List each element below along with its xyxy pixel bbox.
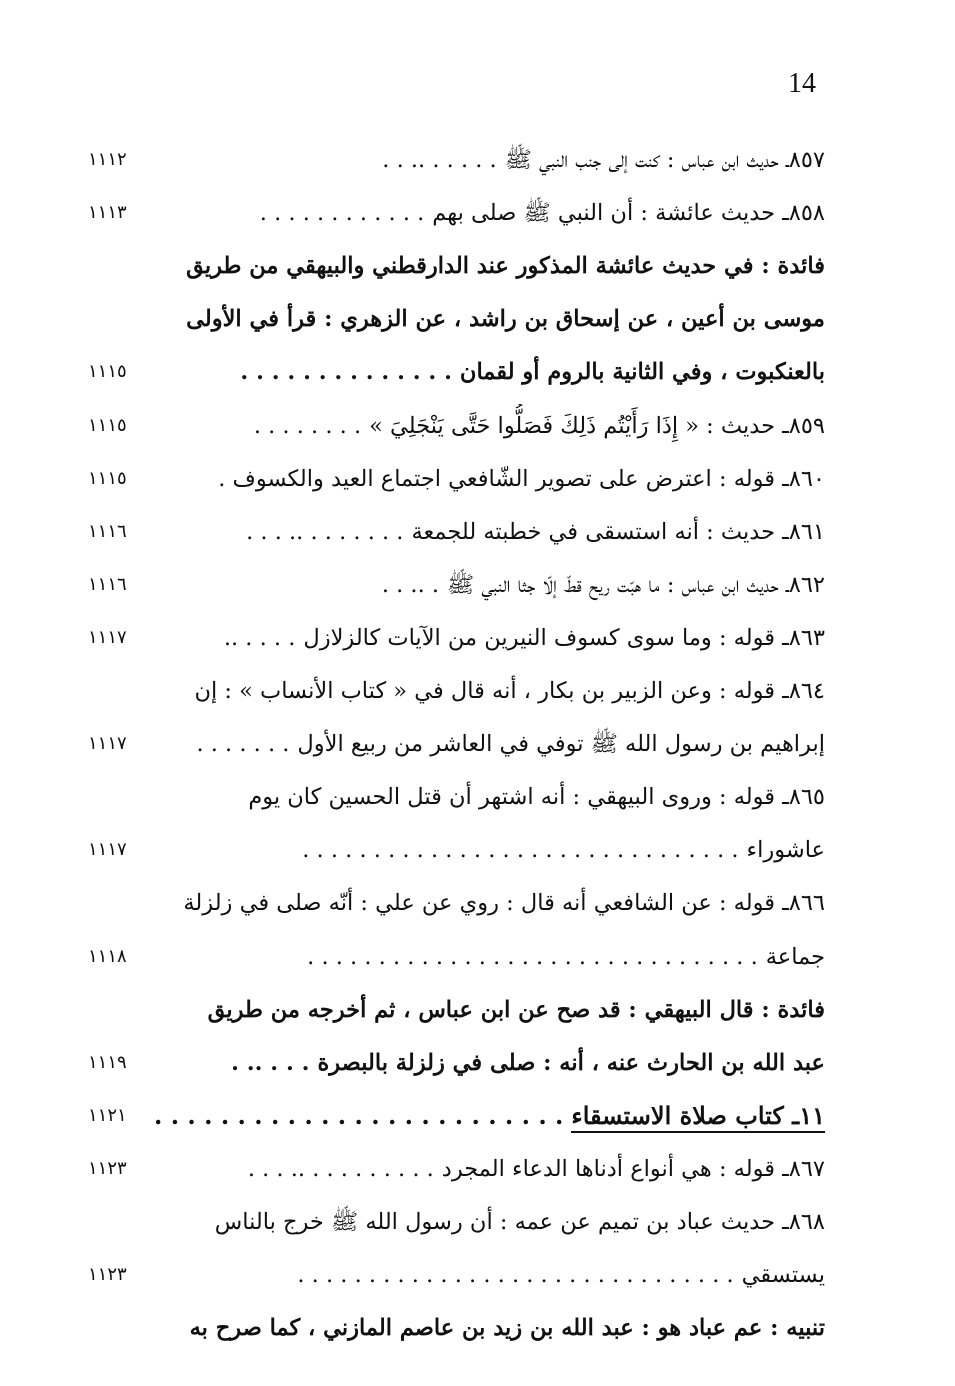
toc-entry-text: يستسقي [741, 1262, 825, 1288]
toc-page-number: ١١١٦ [88, 521, 127, 542]
toc-row [0, 138, 955, 182]
toc-entry-text: بالعنكبوت ، وفي الثانية بالروم أو لقمان [459, 359, 825, 385]
toc-row [0, 775, 955, 819]
toc-page-number: ١١١٧ [88, 839, 127, 860]
toc-row [0, 935, 955, 979]
toc-entry-text: ٨٦٢ـ حديث ابن عباس : ما هبّت ريح قطّ إلّا جثا النبي ﷺ [447, 572, 825, 598]
toc-entry [125, 669, 825, 713]
toc-entry [125, 457, 825, 501]
toc-entry-text: فائدة : قال البيهقي : قد صح عن ابن عباس ، ثم أخرجه من طريق [207, 997, 825, 1023]
toc-entry [125, 616, 825, 660]
leader-dots: . .. . . [381, 572, 440, 598]
toc-entry [125, 510, 825, 554]
toc-entry [125, 244, 825, 288]
toc-entry [125, 1253, 825, 1297]
toc-page-number: ١١١٩ [88, 1052, 127, 1073]
toc-page-number: ١١١٥ [88, 361, 127, 382]
leader-dots: . . . . . . . . . . . . . . . . . . . . . . . . . . . . . . . [297, 1262, 734, 1288]
toc-row [0, 828, 955, 872]
toc-row [0, 1041, 955, 1085]
toc-entry [125, 138, 825, 182]
toc-entry-text: ٨٦٣ـ قوله : وما سوى كسوف النيرين من الآيات كالزلازل [303, 625, 825, 651]
leader-dots: . . . . . . . . . . . . . . . . . . . . . . . . . . . . . . . [302, 837, 739, 863]
leader-dots: . . . . . . . . . . . . . . . . . . . . . . . . . . . . . . . . [307, 944, 758, 970]
toc-entry-text: ٨٦٧ـ قوله : هي أنواع أدناها الدعاء المجرد [441, 1156, 825, 1182]
toc-entry [125, 563, 825, 607]
toc-entry-text: ٨٦٥ـ قوله : وروى البيهقي : أنه اشتهر أن قتل الحسين كان يوم [248, 784, 825, 810]
toc-row [0, 297, 955, 341]
toc-row [0, 881, 955, 925]
toc-entry-text: ٨٦١ـ حديث : أنه استسقى في خطبته للجمعة [411, 519, 825, 545]
leader-dots: . . . . . . . . . . . . [259, 200, 425, 226]
toc-entry-text: فائدة : في حديث عائشة المذكور عند الدارقطني والبيهقي من طريق [186, 253, 825, 279]
leader-dots: . . . . . . . . . .. . . . [247, 1156, 434, 1182]
toc-entry [125, 191, 825, 235]
toc-entry-text: ٨٥٩ـ حديث : « إِذَا رَأَيْتُم ذَلِكَ فَصَلُّوا حَتَّى يَنْجَلِيَ » [369, 413, 825, 439]
toc-row [0, 191, 955, 235]
toc-row [0, 616, 955, 660]
toc-entry [125, 404, 825, 448]
toc-row [0, 457, 955, 501]
toc-entry [125, 988, 825, 1032]
toc-page-number: ١١١٢ [88, 149, 127, 170]
leader-dots: . . . . .. [223, 625, 296, 651]
toc-entry [125, 775, 825, 819]
toc-row [0, 988, 955, 1032]
toc-entry [125, 1306, 825, 1350]
toc-page-number: ١١١٦ [88, 574, 127, 595]
toc-entry-text: جماعة [765, 944, 825, 970]
toc-row [0, 244, 955, 288]
leader-dots: . . . . . .. . . [382, 147, 497, 173]
toc-entry-text: موسى بن أعين ، عن إسحاق بن راشد ، عن الزهري : قرأ في الأولى [186, 306, 825, 332]
toc-row [0, 1253, 955, 1297]
toc-entry [125, 828, 825, 872]
toc-entry-text: تنبيه : عم عباد هو : عبد الله بن زيد بن عاصم المازني ، كما صرح به [189, 1315, 825, 1341]
toc-entry-text: ٨٦٦ـ قوله : عن الشافعي أنه قال : روي عن علي : أنّه صلى في زلزلة [183, 890, 825, 916]
toc-row [0, 722, 955, 766]
toc-entry [125, 1041, 825, 1085]
leader-dots: . . . . . . . .. . . . [246, 519, 404, 545]
toc-page-number: ١١٢٣ [88, 1264, 127, 1285]
leader-dots: . . . . . . . [196, 731, 290, 757]
leader-dots: . . . .. . [231, 1050, 310, 1076]
toc-page-number: ١١١٥ [88, 468, 127, 489]
toc-entry-text: ٨٦٤ـ قوله : وعن الزبير بن بكار ، أنه قال في « كتاب الأنساب » : إن [194, 678, 825, 704]
toc-entry-text: إبراهيم بن رسول الله ﷺ توفي في العاشر من ربيع الأول [297, 731, 825, 757]
toc-page-number: ١١١٨ [88, 946, 127, 967]
toc-row [0, 1147, 955, 1191]
page-number: 14 [788, 68, 816, 99]
toc-row [0, 1094, 955, 1138]
toc-entry [125, 722, 825, 766]
toc-entry-text: ١١ـ كتاب صلاة الاستسقاء [571, 1101, 825, 1133]
toc-page-number: ١١١٣ [88, 202, 127, 223]
toc-entry-text: ٨٦٠ـ قوله : اعترض على تصوير الشّافعي اجتماع العيد والكسوف . [218, 466, 825, 492]
toc-entry [125, 1200, 825, 1244]
toc-page-number: ١١٢٣ [88, 1158, 127, 1179]
toc-row [0, 563, 955, 607]
leader-dots: . . . . . . . . . . . . . . [240, 359, 452, 385]
leader-dots: . . . . . . . . . . . . . . . . . . . . . . . . . [153, 1101, 564, 1130]
toc-entry [125, 1147, 825, 1191]
leader-dots: . . . . . . . . [253, 413, 362, 439]
toc-entry-text: ٨٥٧ـ حديث ابن عباس : كنت إلى جنب النبي ﷺ [504, 147, 825, 173]
toc-entry-text: عبد الله بن الحارث عنه ، أنه : صلى في زلزلة بالبصرة [317, 1050, 825, 1076]
toc-entry [125, 935, 825, 979]
toc-row [0, 350, 955, 394]
toc-row [0, 1306, 955, 1350]
toc-row [0, 510, 955, 554]
toc-entry [125, 1094, 825, 1138]
toc-entry [125, 297, 825, 341]
toc-entry [125, 350, 825, 394]
toc-row [0, 404, 955, 448]
toc-entry-text: عاشوراء [746, 837, 825, 863]
toc-entry [125, 881, 825, 925]
toc-page-number: ١١١٧ [88, 627, 127, 648]
toc-page-number: ١١١٥ [88, 415, 127, 436]
toc-page-number: ١١١٧ [88, 733, 127, 754]
toc-page-number: ١١٢١ [88, 1105, 127, 1126]
toc-entry-text: ٨٥٨ـ حديث عائشة : أن النبي ﷺ صلى بهم [432, 200, 825, 226]
toc-row [0, 1200, 955, 1244]
toc-entry-text: ٨٦٨ـ حديث عباد بن تميم عن عمه : أن رسول الله ﷺ خرج بالناس [214, 1209, 825, 1235]
toc-row [0, 669, 955, 713]
